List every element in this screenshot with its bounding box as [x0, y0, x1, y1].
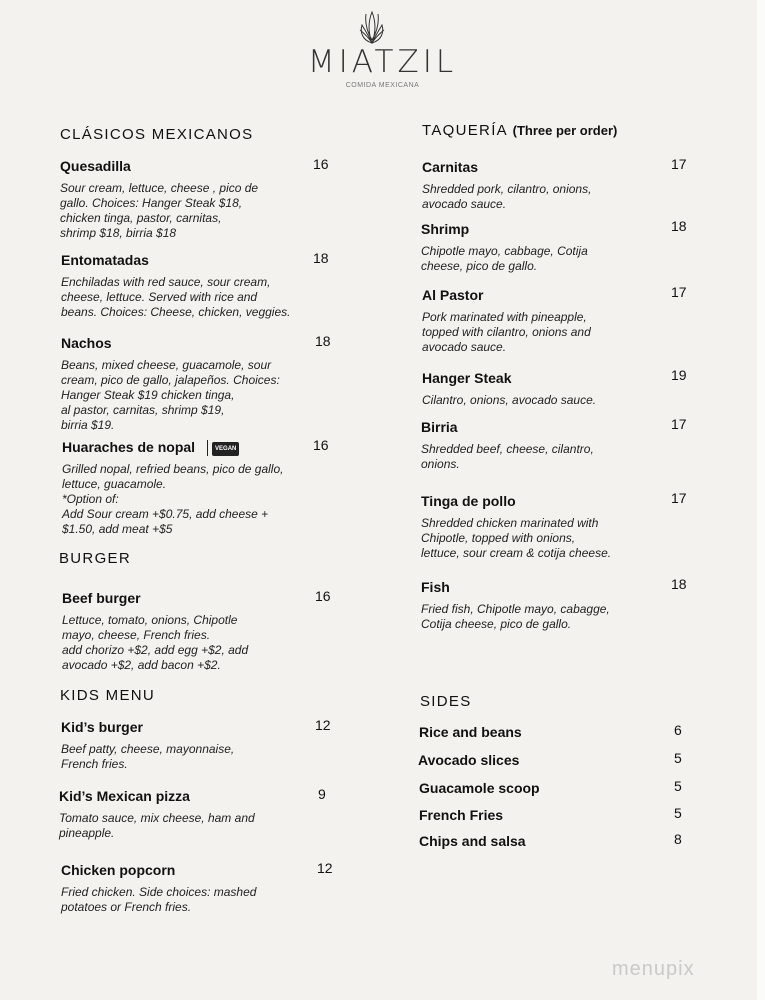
taqueria-note: (Three per order) — [512, 123, 618, 138]
item-name-text: Birria — [421, 419, 458, 435]
item-name — [421, 419, 594, 436]
brand-subtitle: COMIDA MEXICANA — [345, 82, 420, 89]
item-description: Tomato sauce, mix cheese, ham and pineapple. — [59, 811, 255, 840]
vegan-badge-label: VEGAN — [212, 442, 239, 456]
item-name — [421, 579, 610, 596]
item-price: 12 — [317, 860, 333, 876]
menu-item — [62, 590, 248, 673]
item-name-text: Nachos — [61, 335, 112, 351]
menu-item — [60, 158, 258, 241]
item-name — [419, 780, 540, 797]
item-price: 5 — [674, 778, 682, 794]
item-name — [422, 287, 591, 304]
item-description: Enchiladas with red sauce, sour cream, cheese, lettuce. Served with rice and beans. Choices: Cheese, chicken, veggies. — [61, 275, 291, 319]
item-price: 12 — [315, 717, 331, 733]
item-name-text: Entomatadas — [61, 252, 149, 268]
item-name-text: Quesadilla — [60, 158, 131, 174]
item-name — [422, 370, 596, 387]
item-price: 17 — [671, 284, 687, 300]
item-description: Fried chicken. Side choices: mashed potatoes or French fries. — [61, 885, 257, 914]
page-edge — [757, 0, 765, 1000]
item-description: Beef patty, cheese, mayonnaise, French fries. — [61, 742, 235, 771]
item-name — [419, 833, 526, 850]
agave-logo-icon — [357, 10, 387, 45]
item-price: 6 — [674, 722, 682, 738]
item-name — [62, 439, 283, 456]
section-title-clasicos: CLÁSICOS MEXICANOS — [60, 126, 254, 143]
section-title-taqueria — [422, 122, 617, 140]
item-name — [62, 590, 248, 607]
item-price: 18 — [315, 333, 331, 349]
item-price: 17 — [671, 416, 687, 432]
menu-item — [422, 370, 596, 408]
menu-item — [422, 287, 591, 355]
item-description: Cilantro, onions, avocado sauce. — [422, 393, 597, 407]
item-price: 17 — [671, 490, 687, 506]
item-description: Shredded pork, cilantro, onions, avocado sauce. — [422, 182, 592, 211]
section-title-burger: BURGER — [59, 550, 131, 567]
item-price: 17 — [671, 156, 687, 172]
item-description: Sour cream, lettuce, cheese , pico de gallo. Choices: Hanger Steak $18, chicken tinga, pastor, carnitas, shrimp $18, birria $18 — [60, 181, 259, 240]
menu-item — [419, 807, 503, 824]
item-name — [422, 159, 591, 176]
item-price: 5 — [674, 805, 682, 821]
menu-item — [61, 335, 280, 433]
taqueria-title: TAQUERÍA — [422, 122, 508, 139]
item-name — [59, 788, 255, 805]
item-price: 16 — [313, 437, 329, 453]
item-name — [61, 862, 256, 879]
item-name-text: French Fries — [419, 807, 504, 823]
item-description: Pork marinated with pineapple, topped with cilantro, onions and avocado sauce. — [422, 310, 591, 354]
item-price: 8 — [674, 831, 682, 847]
item-name-text: Fish — [421, 579, 450, 595]
item-name — [60, 158, 258, 175]
item-name-text: Chips and salsa — [419, 833, 526, 849]
item-price: 16 — [313, 156, 329, 172]
item-name — [419, 724, 522, 741]
item-description: Shredded beef, cheese, cilantro, onions. — [421, 442, 594, 471]
item-name-text: Rice and beans — [419, 724, 522, 740]
menu-item — [421, 579, 610, 632]
item-price: 5 — [674, 750, 682, 766]
item-description: Chipotle mayo, cabbage, Cotija cheese, pico de gallo. — [421, 244, 588, 273]
menu-item — [61, 719, 234, 772]
item-price: 19 — [671, 367, 687, 383]
item-name-text: Guacamole scoop — [419, 780, 540, 796]
item-name — [61, 719, 234, 736]
item-name-text: Kid’s burger — [61, 719, 143, 735]
item-price: 16 — [315, 588, 331, 604]
item-description: Fried fish, Chipotle mayo, cabagge, Cotija cheese, pico de gallo. — [421, 602, 610, 631]
item-name-text: Carnitas — [422, 159, 479, 175]
item-name — [421, 221, 588, 238]
brand-name: MIATZIL — [307, 44, 458, 80]
menu-item — [419, 780, 540, 797]
menu-item — [61, 862, 256, 915]
item-name — [61, 252, 290, 269]
item-price: 18 — [313, 250, 329, 266]
section-title-kids: KIDS MENU — [60, 687, 156, 704]
item-name-text: Avocado slices — [418, 752, 520, 768]
menu-item — [419, 833, 526, 850]
menu-item — [61, 252, 290, 320]
item-description: Lettuce, tomato, onions, Chipotle mayo, cheese, French fries. add chorizo +$2, add egg +$2, add avocado +$2, add bacon +$2. — [62, 613, 249, 672]
item-name — [421, 493, 611, 510]
item-name-text: Hanger Steak — [422, 370, 512, 386]
item-name — [418, 752, 519, 769]
item-name-text: Kid’s Mexican pizza — [59, 788, 190, 804]
item-description: Grilled nopal, refried beans, pico de gallo, lettuce, guacamole. *Option of: Add Sour cream +$0.75, add cheese + $1.50, add meat +$5 — [62, 462, 284, 537]
item-name-text: Shrimp — [421, 221, 470, 237]
menu-item — [421, 221, 588, 274]
item-description: Beans, mixed cheese, guacamole, sour cream, pico de gallo, jalapeños. Choices: Hanger Steak $19 chicken tinga, al pastor, carnitas, shrimp $19, birria $19. — [61, 358, 280, 432]
item-name-text: Beef burger — [62, 590, 141, 606]
menu-item — [421, 419, 594, 472]
item-name — [419, 807, 503, 824]
item-description: Shredded chicken marinated with Chipotle, topped with onions, lettuce, sour cream & cotija cheese. — [421, 516, 612, 560]
section-title-sides: SIDES — [420, 693, 472, 710]
item-name-text: Chicken popcorn — [61, 862, 176, 878]
item-name-text: Tinga de pollo — [421, 493, 516, 509]
menu-item — [421, 493, 611, 561]
watermark: menupix — [612, 958, 695, 980]
vegan-badge — [207, 440, 239, 456]
item-price: 9 — [318, 786, 326, 802]
menu-item — [422, 159, 591, 212]
menu-item — [62, 439, 283, 537]
item-name-text: Al Pastor — [422, 287, 484, 303]
menu-item — [419, 724, 522, 741]
item-name-text: Huaraches de nopal — [62, 439, 196, 455]
item-name — [61, 335, 280, 352]
item-price: 18 — [671, 576, 687, 592]
item-price: 18 — [671, 218, 687, 234]
menu-item — [418, 752, 519, 769]
menu-item — [59, 788, 255, 841]
